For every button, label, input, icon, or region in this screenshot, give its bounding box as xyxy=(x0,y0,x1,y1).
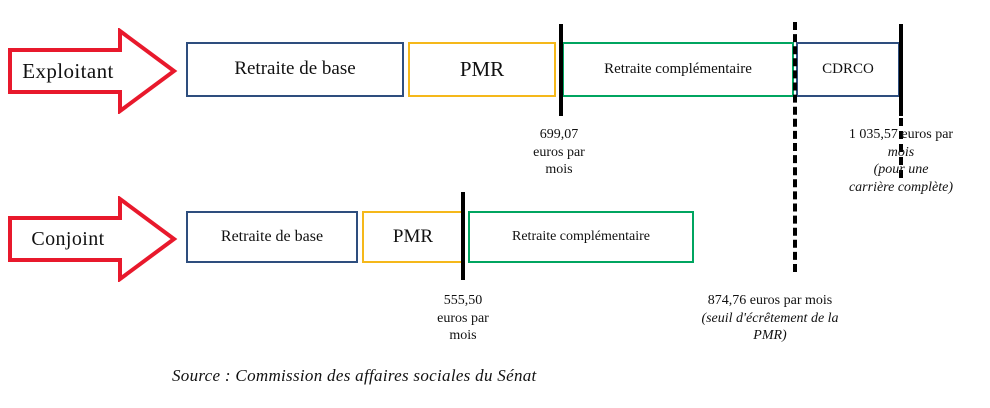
source-note: Source : Commission des affaires sociales du Sénat xyxy=(172,366,537,385)
annotation-1035-line1: 1 035,57 euros par xyxy=(848,127,954,142)
annotation-1035-italic2: carrière complète) xyxy=(848,179,954,195)
row-label-exploitant: Exploitant xyxy=(22,58,114,83)
segment-cdrco-exploitant: CDRCO xyxy=(796,42,900,97)
annotation-1035-italic1: (pour une xyxy=(873,162,929,177)
row-label-conjoint: Conjoint xyxy=(31,227,105,250)
marker-555-tick xyxy=(461,192,465,280)
segment-pmr-exploitant: PMR xyxy=(408,42,556,97)
segment-pmr-conjoint: PMR xyxy=(362,211,464,263)
annotation-555-line1: 555,50 xyxy=(443,293,483,308)
segment-retraite-de-base-exploitant: Retraite de base xyxy=(186,42,404,97)
annotation-1035 xyxy=(812,126,990,196)
arrow-conjoint xyxy=(8,196,178,282)
annotation-699 xyxy=(489,126,629,179)
annotation-874-italic2: PMR) xyxy=(753,328,787,343)
annotation-874-italic1: (seuil d'écrêtement de la xyxy=(701,310,839,326)
segment-retraite-de-base-conjoint: Retraite de base xyxy=(186,211,358,263)
annotation-555-line3: mois xyxy=(449,328,477,343)
marker-699-tick xyxy=(559,24,563,116)
segment-retraite-complementaire-exploitant: Retraite complémentaire xyxy=(562,42,794,97)
annotation-699-line3: mois xyxy=(545,162,573,177)
marker-dashed-left xyxy=(793,22,797,272)
annotation-874-line1: 874,76 euros par mois xyxy=(707,293,833,308)
marker-1035-tick xyxy=(899,24,903,116)
arrow-exploitant xyxy=(8,28,178,114)
annotation-555 xyxy=(398,292,528,345)
annotation-874 xyxy=(672,292,868,345)
segment-retraite-complementaire-conjoint: Retraite complémentaire xyxy=(468,211,694,263)
annotation-555-line2: euros par xyxy=(437,310,489,326)
annotation-699-line1: 699,07 xyxy=(539,127,579,142)
annotation-699-line2: euros par xyxy=(533,144,585,160)
annotation-1035-line2: mois xyxy=(887,144,915,160)
